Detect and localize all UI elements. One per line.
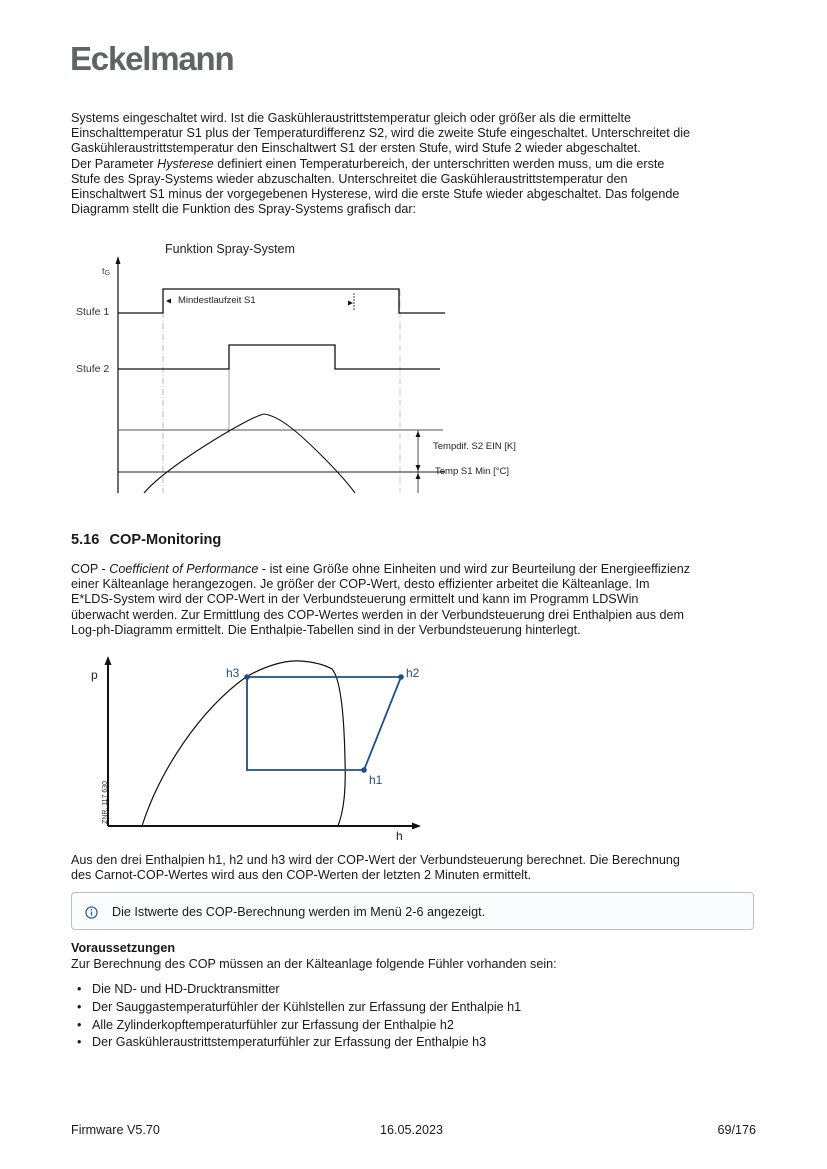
cop-line [71,562,761,577]
point-h1 [361,767,367,773]
temp-s1-label: Temp S1 Min [°C] [435,466,510,477]
section-number: 5.16 [71,532,100,548]
intro-line: Systems eingeschaltet wird. Ist die Gaskühleraustrittstemperatur gleich oder größer als die ermittelte [71,111,631,125]
row-label-stufe1: Stufe 1 [76,306,110,318]
point-h2 [398,674,404,680]
list-item: • Der Sauggastemperaturfühler der Kühlstellen zur Erfassung der Enthalpie h1 [71,999,521,1017]
h-axis-arrow-icon [412,823,421,830]
label-h1: h1 [369,773,383,787]
after-diagram-paragraph [71,853,761,883]
cop-line: überwacht werden. Zur Ermittlung des COP-Wertes werden in der Verbundsteuerung drei Enthalpien aus dem [71,607,684,622]
cop-text: - ist eine Größe ohne Einheiten und wird zur Beurteilung der Energieeffizienz [258,562,691,576]
y-axis-label: tG [102,266,111,277]
h-axis-label: h [396,829,403,843]
intro-line: Einschaltwert S1 minus der vorgegebenen Hysterese, wird die erste Stufe wieder abgeschaltet. Das folgende [71,187,680,202]
log-ph-diagram [60,650,440,850]
after-line: Aus den drei Enthalpien h1, h2 und h3 wird der COP-Wert der Verbundsteuerung berechnet. Die Berechnung [71,853,680,867]
point-h3 [244,674,250,680]
requirements-intro: Zur Berechnung des COP müssen an der Kälteanlage folgende Fühler vorhanden sein: [71,957,557,971]
cop-line: Log-ph-Diagramm ermittelt. Die Enthalpie-Tabellen sind in der Verbundsteuerung hinterlegt. [71,622,581,637]
label-h2: h2 [406,666,420,680]
cop-cycle [247,677,401,770]
cop-text: COP - [71,562,110,576]
intro-line: Diagramm stellt die Funktion des Spray-Systems grafisch dar: [71,202,417,217]
after-line: des Carnot-COP-Wertes wird aus den COP-Werten der letzten 2 Minuten ermittelt. [71,868,532,883]
footer-firmware: Firmware V5.70 [71,1123,160,1137]
intro-line: Stufe des Spray-Systems wieder abzuschalten. Unterschreitet die Gaskühleraustrittstemperatur den [71,171,628,186]
cop-term: Coefficient of Performance [109,562,259,576]
drawing-number: ZNR. 117 630 [102,780,109,824]
p-axis-label: p [91,668,98,682]
section-heading [71,532,221,548]
requirements-heading: Voraussetzungen [71,941,176,955]
company-logo: Eckelmann [70,40,234,77]
section-title: COP-Monitoring [109,532,222,548]
stufe2-signal [118,345,440,369]
intro-text: definiert einen Temperaturbereich, der unterschritten werden muss, um die erste [213,156,665,171]
intro-line: Einschalttemperatur S1 plus der Temperaturdifferenz S2, wird die zweite Stufe eingeschaltet. Unterschreitet die [71,126,691,141]
diagram-title: Funktion Spray-System [165,242,295,256]
hysterese-term: Hysterese [157,156,214,171]
saturation-dome [142,661,345,826]
intro-paragraph [71,111,761,217]
intro-line: Gaskühleraustrittstemperatur den Einschaltwert S1 der ersten Stufe, wird Stufe 2 wieder abgeschaltet. [71,141,641,156]
list-item: • Die ND- und HD-Drucktransmitter [71,981,521,999]
temperature-curve [144,414,355,493]
footer-date: 16.05.2023 [380,1123,444,1137]
axis-arrow-icon [116,256,121,264]
requirements-list [71,981,521,1052]
info-note [71,892,754,930]
row-label-stufe2: Stufe 2 [76,363,110,375]
tempdif-label: Tempdif. S2 EIN [K] [433,441,516,452]
cop-line: einer Kälteanlage herangezogen. Je größer der COP-Wert, desto effizienter arbeitet die Kälteanlage. Im [71,577,650,592]
p-axis-arrow-icon [105,656,112,665]
intro-line [71,157,761,172]
intro-text: Der Parameter [71,156,158,171]
spray-system-diagram [60,238,540,498]
label-h3: h3 [226,666,240,680]
cop-line: E*LDS-System wird der COP-Wert in der Verbundsteuerung ermittelt und kann im Programm LDSWin [71,592,639,607]
cop-paragraph [71,562,761,638]
info-note-text: Die Istwerte des COP-Berechnung werden im Menü 2-6 angezeigt. [112,905,486,919]
interval-label: Mindestlaufzeit S1 [178,295,256,306]
info-icon [85,906,98,919]
list-item: • Der Gaskühleraustrittstemperaturfühler zur Erfassung der Enthalpie h3 [71,1034,521,1052]
footer-page-number: 69/176 [717,1123,756,1137]
list-item: • Alle Zylinderkopftemperaturfühler zur Erfassung der Enthalpie h2 [71,1017,521,1035]
